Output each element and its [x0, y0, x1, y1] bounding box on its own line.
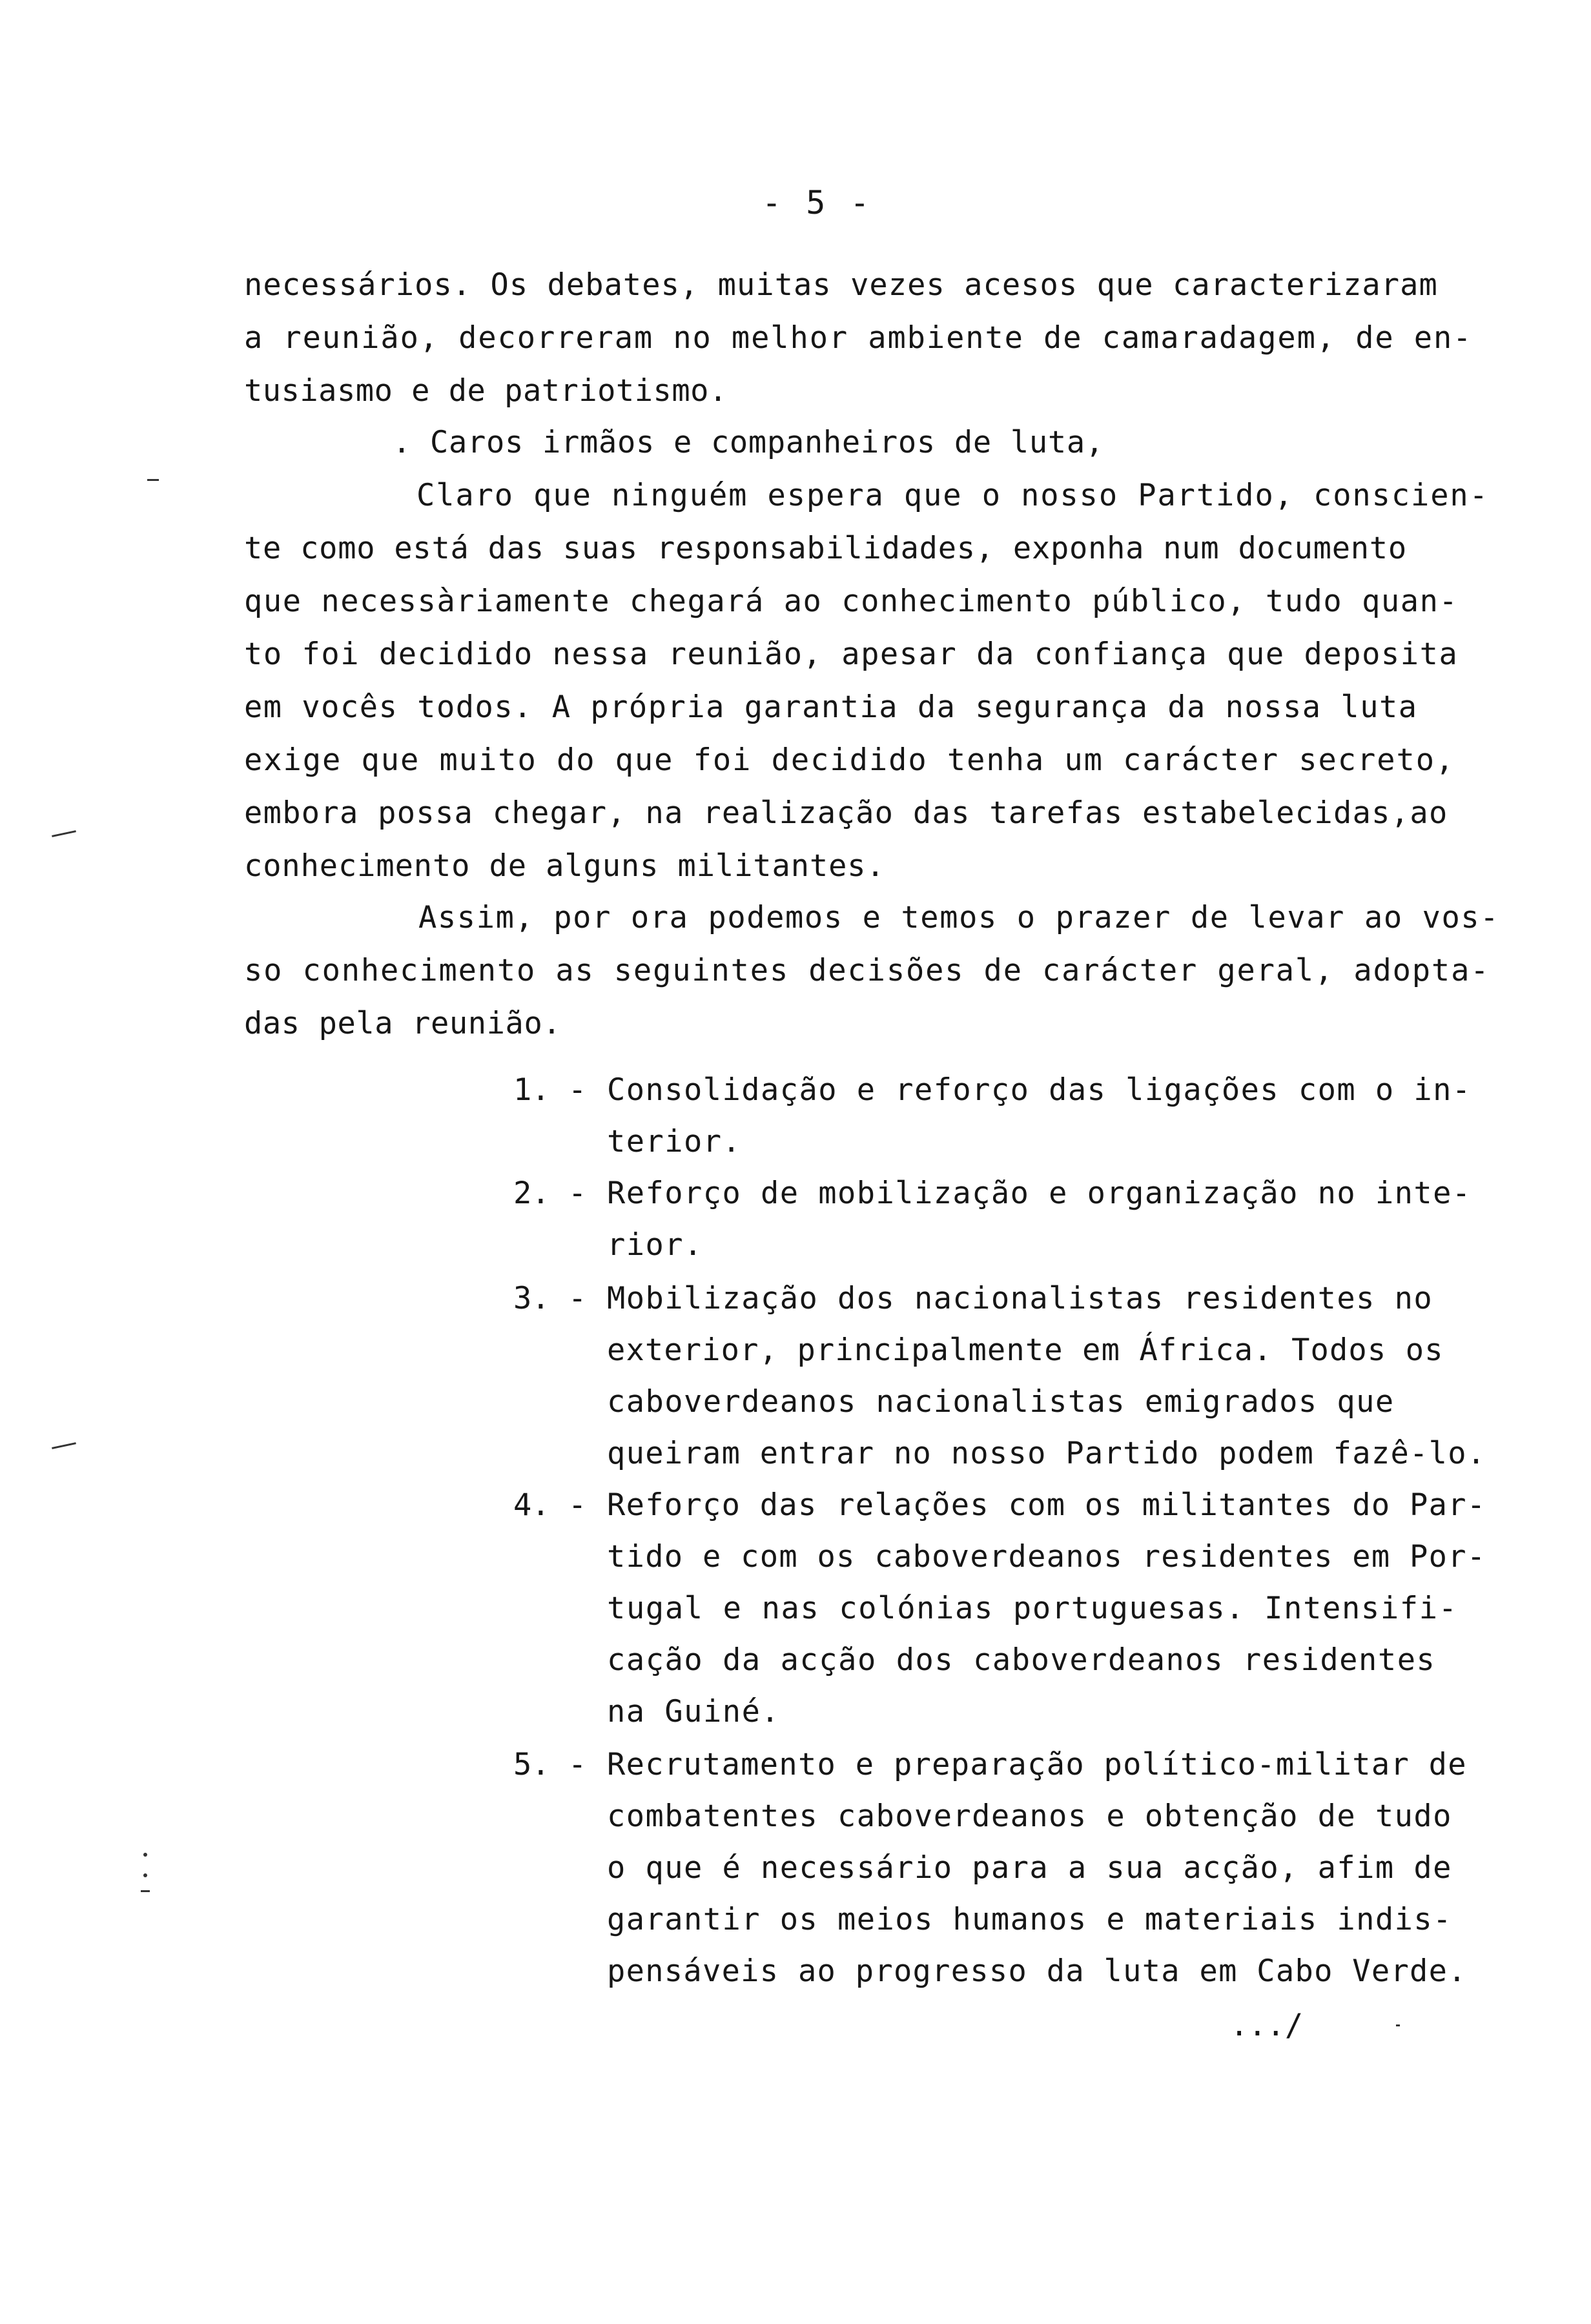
list-item-number: 3.: [513, 1281, 550, 1316]
list-item-line: terior.: [607, 1124, 742, 1159]
list-item-line: exterior, principalmente em África. Todos os: [607, 1332, 1444, 1368]
list-item-line: Reforço de mobilização e organização no inte-: [607, 1176, 1472, 1211]
list-item-line: pensáveis ao progresso da luta em Cabo Verde.: [607, 1953, 1467, 1989]
list-item-line: cação da acção dos caboverdeanos residentes: [607, 1642, 1436, 1678]
margin-mark: [147, 479, 159, 481]
margin-mark: [52, 830, 76, 837]
text-line: conhecimento de alguns militantes.: [244, 848, 885, 884]
list-dash: -: [568, 1176, 587, 1211]
continuation-dots: ...: [1230, 2008, 1285, 2043]
list-item-line: rior.: [607, 1227, 703, 1263]
text-line: das pela reunião.: [244, 1006, 562, 1041]
text-line: exige que muito do que foi decidido tenha um carácter secreto,: [244, 742, 1455, 778]
text-line: necessários. Os debates, muitas vezes acesos que caracterizaram: [244, 267, 1438, 303]
text-line: Claro que ninguém espera que o nosso Partido, conscien-: [416, 478, 1489, 513]
list-dash: -: [568, 1747, 587, 1782]
margin-mark: [1396, 2024, 1400, 2026]
list-item-line: Recrutamento e preparação político-militar de: [607, 1747, 1467, 1782]
margin-mark: [52, 1442, 76, 1449]
margin-mark: [143, 1853, 147, 1857]
list-item-number: 4.: [513, 1487, 550, 1523]
list-item-line: garantir os meios humanos e materiais indis-: [607, 1902, 1452, 1937]
list-item-line: queiram entrar no nosso Partido podem fazê-lo.: [607, 1436, 1486, 1471]
list-item-line: Mobilização dos nacionalistas residentes no: [607, 1281, 1433, 1316]
list-item-number: 5.: [513, 1747, 550, 1782]
text-line: to foi decidido nessa reunião, apesar da confiança que deposita: [244, 637, 1459, 672]
list-item-line: o que é necessário para a sua acção, afim de: [607, 1850, 1452, 1886]
list-item-line: tido e com os caboverdeanos residentes em Por-: [607, 1539, 1486, 1575]
list-dash: -: [568, 1072, 587, 1108]
list-item-line: Consolidação e reforço das ligações com o in-: [607, 1072, 1472, 1108]
list-item-line: tugal e nas colónias portuguesas. Intensifi-: [607, 1591, 1458, 1626]
list-item-line: combatentes caboverdeanos e obtenção de tudo: [607, 1799, 1452, 1834]
page-number: - 5 -: [762, 184, 872, 221]
margin-mark: [143, 1873, 147, 1877]
text-line: tusiasmo e de patriotismo.: [244, 373, 728, 409]
text-line: Assim, por ora podemos e temos o prazer de levar ao vos-: [418, 900, 1500, 935]
list-item-number: 1.: [513, 1072, 550, 1108]
list-dash: -: [568, 1487, 587, 1523]
list-dash: -: [568, 1281, 587, 1316]
continuation-marker: [1230, 2008, 1303, 2043]
text-line: so conhecimento as seguintes decisões de carácter geral, adopta-: [244, 953, 1490, 988]
margin-mark: [141, 1890, 150, 1892]
text-line: a reunião, decorreram no melhor ambiente de camaradagem, de en-: [244, 320, 1473, 356]
text-line: te como está das suas responsabilidades, exponha num documento: [244, 531, 1407, 566]
list-item-number: 2.: [513, 1176, 550, 1211]
list-item-line: na Guiné.: [607, 1694, 781, 1729]
text-line: que necessàriamente chegará ao conhecimento público, tudo quan-: [244, 584, 1459, 619]
list-item-line: caboverdeanos nacionalistas emigrados que: [607, 1384, 1395, 1420]
text-line: em vocês todos. A própria garantia da segurança da nossa luta: [244, 689, 1418, 725]
continuation-slash: /: [1284, 2008, 1304, 2043]
salutation: . Caros irmãos e companheiros de luta,: [393, 425, 1104, 460]
list-item-line: Reforço das relações com os militantes do Par-: [607, 1487, 1486, 1523]
text-line: embora possa chegar, na realização das tarefas estabelecidas,ao: [244, 795, 1448, 831]
